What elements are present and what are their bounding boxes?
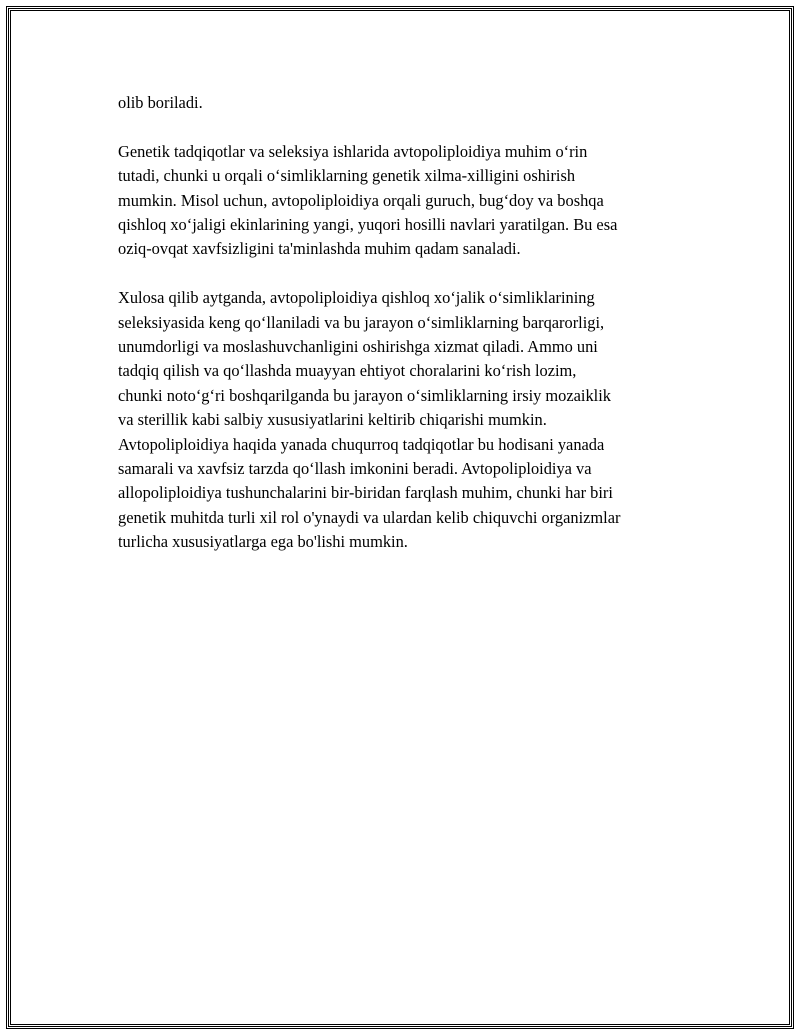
text-line: unumdorligi va moslashuvchanligini oshirishga xizmat qiladi. Ammo uni [118,337,598,357]
text-line: qishloq xo‘jaligi ekinlarining yangi, yuqori hosilli navlari yaratilgan. Bu esa [118,215,618,235]
document-body [118,91,684,555]
text-line: allopoliploidiya tushunchalarini bir-biridan farqlash muhim, chunki har biri [118,483,613,503]
paragraph-conclusion [118,286,684,554]
paragraph-spacer [118,115,684,139]
text-line: Avtopoliploidiya haqida yanada chuqurroq tadqiqotlar bu hodisani yanada [118,434,605,454]
text-line: olib boriladi. [118,93,203,112]
paragraph-continuation [118,91,684,115]
text-line: seleksiyasida keng qo‘llaniladi va bu jarayon o‘simliklarning barqarorligi, [118,312,605,332]
text-line: Xulosa qilib aytganda, avtopoliploidiya qishloq xo‘jalik o‘simliklarining [118,288,595,308]
paragraph-spacer [118,262,684,286]
text-line: samarali va xavfsiz tarzda qo‘llash imkonini beradi. Avtopoliploidiya va [118,459,592,479]
text-line: genetik muhitda turli xil rol o'ynaydi va ulardan kelib chiquvchi organizmlar [118,507,621,527]
text-line: tutadi, chunki u orqali o‘simliklarning genetik xilma-xilligini oshirish [118,166,576,186]
text-line: Genetik tadqiqotlar va seleksiya ishlarida avtopoliploidiya muhim o‘rin [118,141,588,161]
text-line: chunki noto‘g‘ri boshqarilganda bu jarayon o‘simliklarning irsiy mozaiklik [118,385,611,405]
text-line: va sterillik kabi salbiy xususiyatlarini keltirib chiqarishi mumkin. [118,410,547,430]
text-line: mumkin. Misol uchun, avtopoliploidiya orqali guruch, bug‘doy va boshqa [118,190,604,210]
text-line: tadqiq qilish va qo‘llashda muayyan ehtiyot choralarini ko‘rish lozim, [118,361,577,381]
text-line: turlicha xususiyatlarga ega bo'lishi mumkin. [118,532,408,552]
paragraph-genetic-research [118,140,684,262]
text-line: oziq-ovqat xavfsizligini ta'minlashda muhim qadam sanaladi. [118,239,521,259]
